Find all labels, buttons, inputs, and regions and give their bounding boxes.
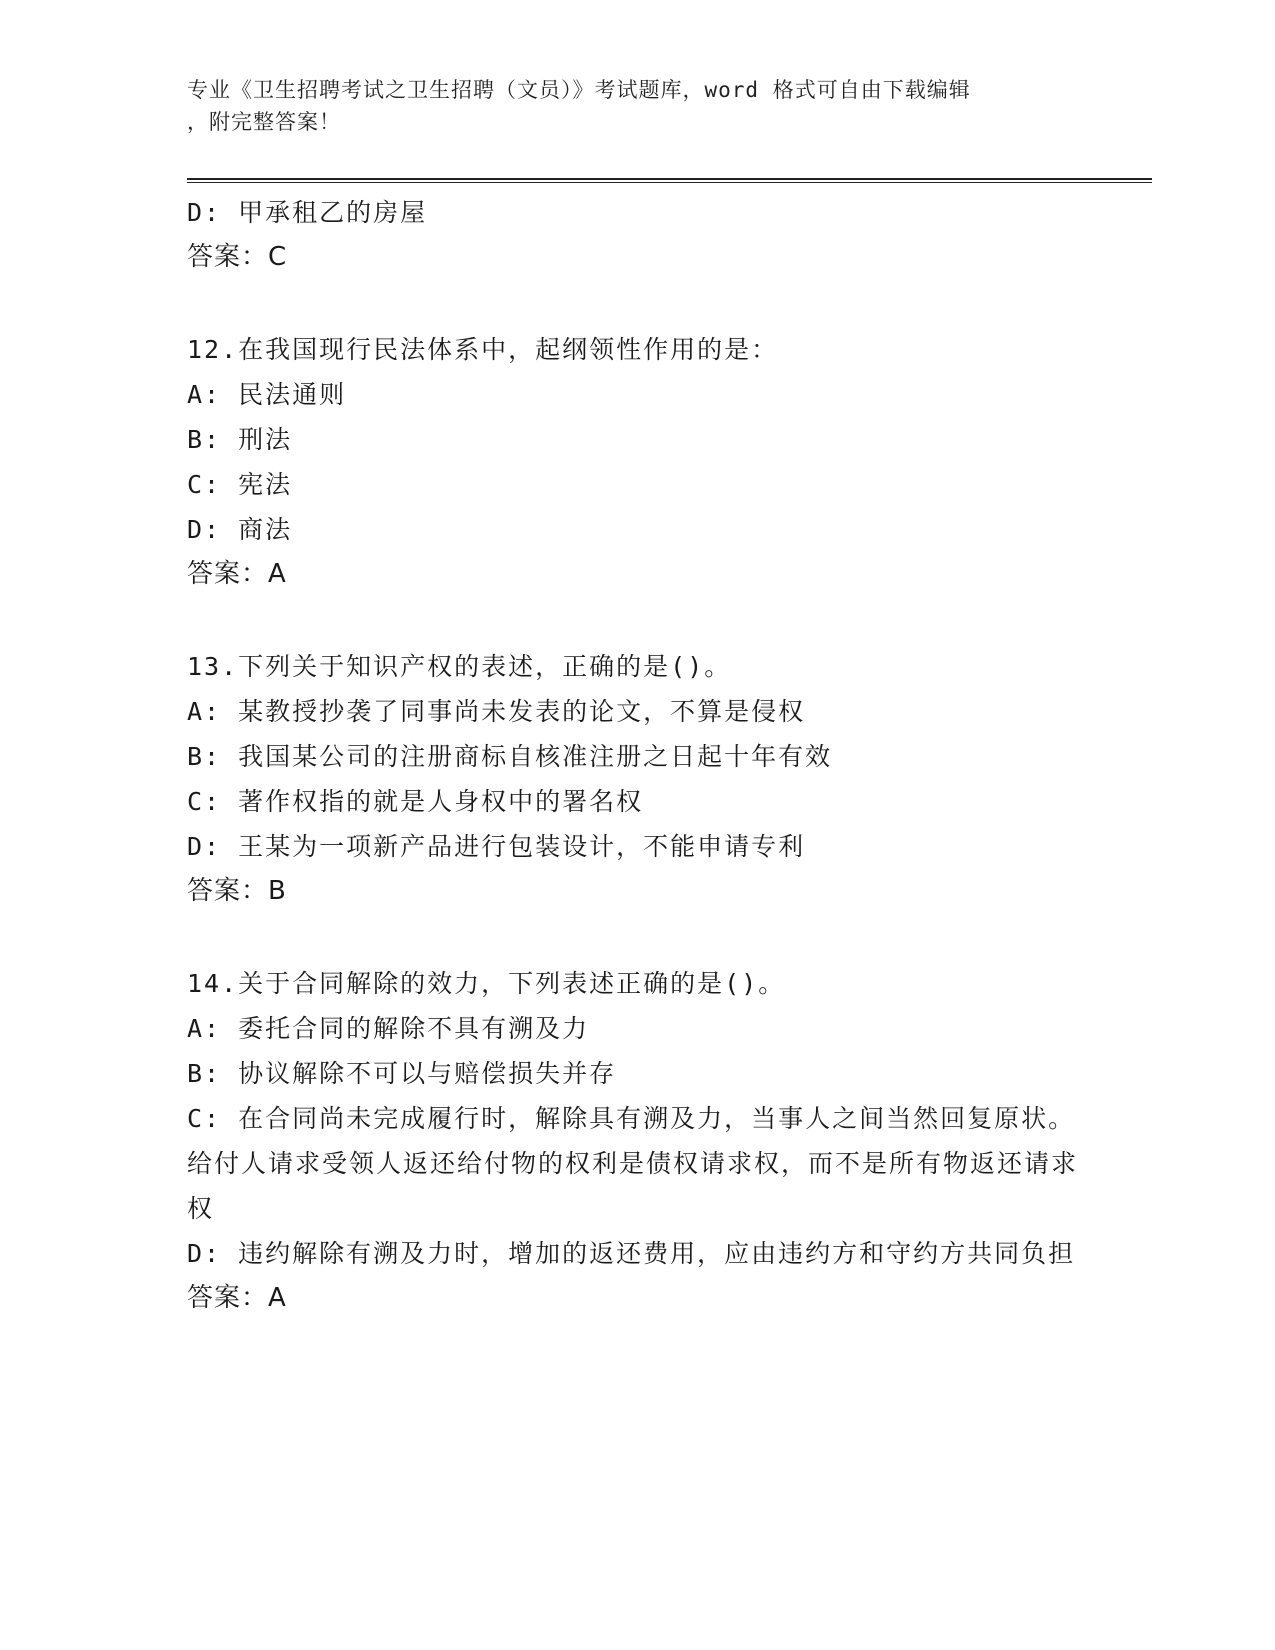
answer: 答案：B bbox=[187, 876, 287, 906]
question-11-fragment bbox=[187, 190, 1087, 280]
header-line-1: 专业《卫生招聘考试之卫生招聘（文员）》考试题库，word 格式可自由下载编辑 bbox=[187, 78, 971, 102]
option-d: D: 甲承租乙的房屋 bbox=[187, 198, 428, 227]
header-line-2: ，附完整答案！ bbox=[187, 110, 341, 134]
option-c: C: 在合同尚未完成履行时，解除具有溯及力，当事人之间当然回复原状。给付人请求受领人返还给付物的权利是债权请求权，而不是所有物返还请求权 bbox=[187, 1104, 1079, 1223]
question-list bbox=[187, 190, 1087, 1321]
option-b: B: 我国某公司的注册商标自核准注册之日起十年有效 bbox=[187, 742, 833, 771]
option-c: C: 宪法 bbox=[187, 470, 293, 499]
answer: 答案：C bbox=[187, 242, 288, 272]
option-d: D: 违约解除有溯及力时，增加的返还费用，应由违约方和守约方共同负担 bbox=[187, 1239, 1076, 1268]
answer: 答案：A bbox=[187, 1283, 287, 1313]
header-divider bbox=[187, 178, 1152, 183]
question-stem: 12.在我国现行民法体系中，起纲领性作用的是： bbox=[187, 335, 779, 364]
option-b: B: 刑法 bbox=[187, 425, 293, 454]
question-stem: 13.下列关于知识产权的表述，正确的是()。 bbox=[187, 652, 732, 681]
page-header bbox=[187, 74, 1067, 138]
question-14 bbox=[187, 961, 1087, 1321]
question-12 bbox=[187, 327, 1087, 597]
option-c: C: 著作权指的就是人身权中的署名权 bbox=[187, 787, 644, 816]
question-stem: 14.关于合同解除的效力，下列表述正确的是()。 bbox=[187, 969, 786, 998]
question-13 bbox=[187, 644, 1087, 914]
option-a: A: 民法通则 bbox=[187, 380, 347, 409]
option-d: D: 商法 bbox=[187, 515, 293, 544]
answer: 答案：A bbox=[187, 559, 287, 589]
option-b: B: 协议解除不可以与赔偿损失并存 bbox=[187, 1059, 617, 1088]
option-a: A: 某教授抄袭了同事尚未发表的论文，不算是侵权 bbox=[187, 697, 806, 726]
option-d: D: 王某为一项新产品进行包装设计，不能申请专利 bbox=[187, 832, 806, 861]
option-a: A: 委托合同的解除不具有溯及力 bbox=[187, 1014, 590, 1043]
